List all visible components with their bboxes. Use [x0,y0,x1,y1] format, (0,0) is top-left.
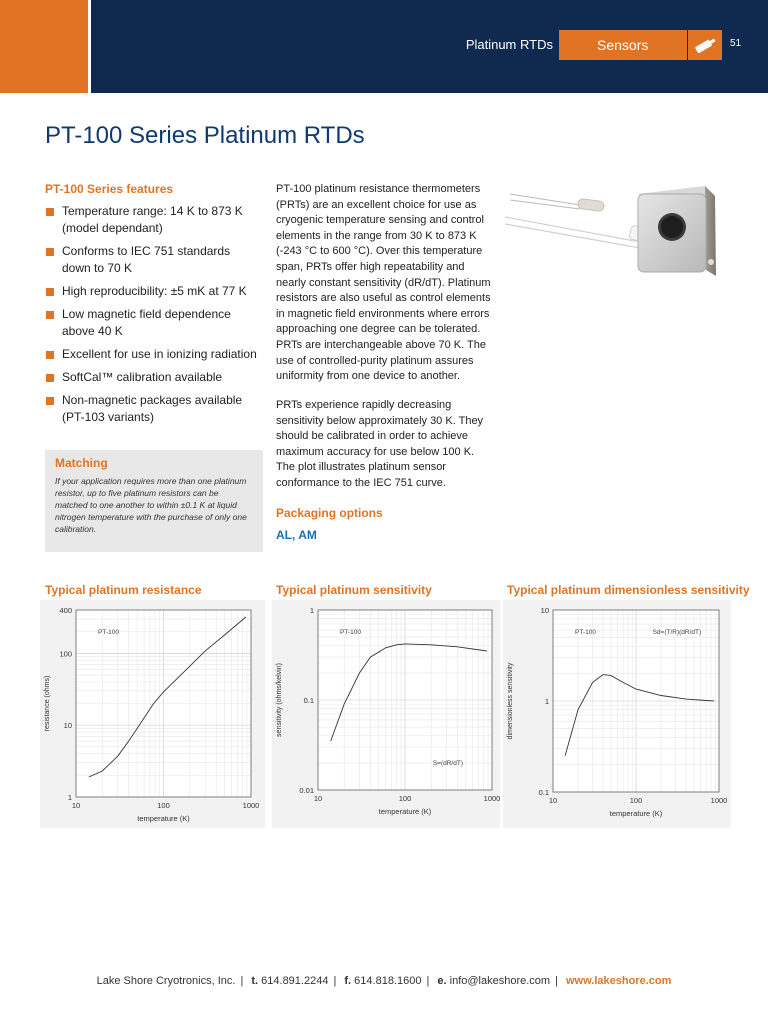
footer-website-link[interactable]: www.lakeshore.com [566,975,672,987]
y-axis-label: resistance (ohms) [44,675,51,732]
features-list [45,203,260,432]
y-tick-label: 1 [309,606,314,615]
series-annotation: PT-100 [575,629,596,636]
header-orange-block [0,0,88,93]
series-annotation: PT-100 [340,629,361,636]
body-paragraph-2: PRTs experience rapidly decreasing sensitivity below approximately 30 K. They should be calibrated in order to achieve maximum accuracy for use below 100 K. The plot illustrates platinum sensor conformance to the IEC 751 curve. [276,399,484,489]
x-tick-label: 100 [398,794,412,803]
footer-email: info@lakeshore.com [449,975,551,987]
footer-phone-label: t. [251,975,259,987]
header-tab-sensors: Sensors [559,30,687,60]
chart-title-resistance: Typical platinum resistance [45,583,202,597]
product-photo [500,172,730,292]
x-tick-label: 1000 [710,796,728,805]
footer-company: Lake Shore Cryotronics, Inc. [96,975,236,987]
feature-item: Excellent for use in ionizing radiation [45,346,260,363]
y-tick-label: 0.1 [303,696,314,705]
chart-title-sensitivity: Typical platinum sensitivity [276,583,432,597]
y-tick-label: 1 [544,697,549,706]
feature-item: Low magnetic field dependence above 40 K [45,306,260,340]
x-tick-label: 1000 [242,801,260,810]
chart-sensitivity [272,600,500,828]
y-tick-label: 100 [59,649,72,659]
footer-fax-label: f. [344,975,352,987]
matching-callout [45,450,263,552]
feature-item: Non-magnetic packages available (PT-103 variants) [45,392,260,426]
y-tick-label: 0.1 [538,788,549,797]
footer-email-label: e. [437,975,447,987]
feature-item: Conforms to IEC 751 standards down to 70 K [45,243,260,277]
chart-dimensionless-sensitivity [503,600,731,828]
x-axis-label: temperature (K) [378,807,432,816]
x-axis-label: temperature (K) [137,814,190,823]
series-annotation: PT-100 [98,629,119,636]
footer-fax: 614.818.1600 [354,975,422,987]
y-tick-label: 400 [59,606,72,615]
x-tick-label: 10 [548,796,558,805]
packaging-heading: Packaging options [276,506,383,520]
y-tick-label: 10 [63,721,72,731]
page-number: 51 [730,38,742,49]
y-axis-label: sensitivity (ohms/kelvin) [276,663,283,737]
page-title: PT-100 Series Platinum RTDs [45,122,365,149]
x-tick-label: 10 [71,801,81,810]
matching-text: If your application requires more than one platinum resistor, up to five platinum resistors can be matched to one another to within ±0.1 K at liquid nitrogen temperature with the purchase of only one calibration. [55,476,247,534]
feature-item: Temperature range: 14 K to 873 K (model dependant) [45,203,260,237]
header-section-label: Platinum RTDs [465,37,553,52]
features-heading: PT-100 Series features [45,182,174,196]
footer-phone: 614.891.2244 [261,975,329,987]
packaging-options-value: AL, AM [276,528,317,542]
x-tick-label: 1000 [483,794,500,803]
formula-annotation: S=(dR/dT) [432,760,464,767]
x-axis-label: temperature (K) [609,809,663,818]
x-tick-label: 100 [629,796,643,805]
sensor-probe-icon [688,30,722,60]
feature-item: High reproducibility: ±5 mK at 77 K [45,283,260,300]
y-tick-label: 10 [540,606,549,615]
x-tick-label: 10 [313,794,323,803]
formula-annotation: Sd=(T/R)(dR/dT) [652,629,702,636]
y-tick-label: 1 [67,793,72,802]
body-paragraph-1: PT-100 platinum resistance thermometers (PRTs) are an excellent choice for use as cryogenic temperature sensing and control elements in the range from 30 K to 873 K (-243 °C to 600 °C). Over this temperature span, PRTs offer high repeatability and nearly constant sensitivity (dR/dT). Platinum resistors are also useful as control elements in magnetic field environments where errors approaching one degree can be tolerated. PRTs are interchangeable above 70 K. The use of controlled-purity platinum assures uniformity from one device to another. [276,183,491,383]
chart-resistance [40,600,265,828]
x-tick-label: 100 [157,801,170,810]
y-tick-label: 0.01 [299,786,314,795]
footer: Lake Shore Cryotronics, Inc. | t. 614.891.2244 | f. 614.818.1600 | e. info@lakeshore.com | www.lakeshore.com [96,975,672,987]
chart-title-dimensionless: Typical platinum dimensionless sensitivity [507,583,750,597]
matching-heading: Matching [55,456,108,470]
y-axis-label: dimensionless sensitivity [507,662,514,740]
feature-item: SoftCal™ calibration available [45,369,260,386]
